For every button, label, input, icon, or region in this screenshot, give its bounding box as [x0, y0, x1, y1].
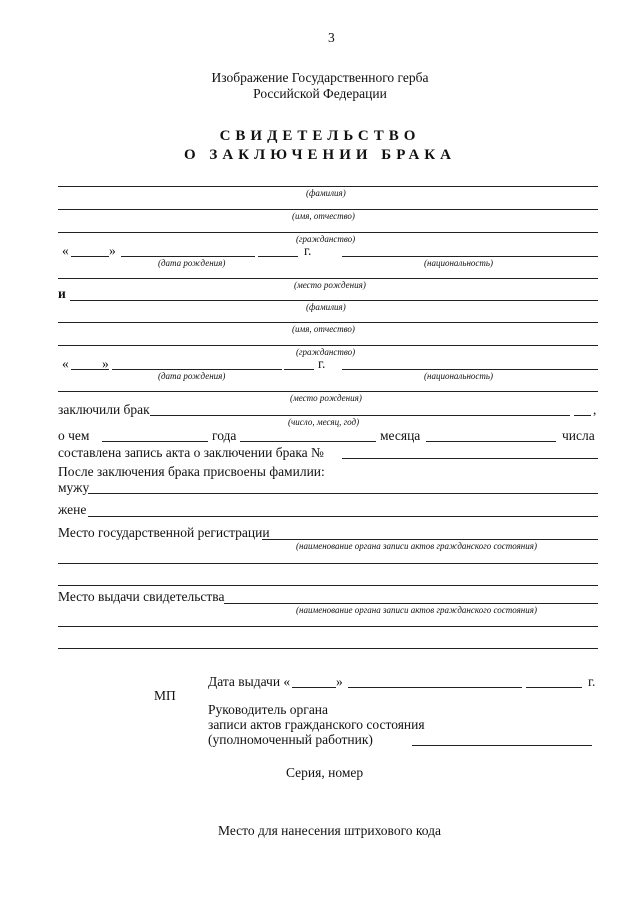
- record-day-line: [426, 441, 556, 442]
- citizenship-line-1: [58, 232, 598, 233]
- head-title-line2: записи актов гражданского состояния: [208, 717, 425, 732]
- birth-quote-open-1: «: [62, 243, 69, 258]
- citizenship-caption-2: (гражданство): [296, 347, 356, 357]
- registration-place-line: [262, 539, 598, 540]
- record-number-line: [342, 458, 598, 459]
- registration-place-line-2: [58, 563, 598, 564]
- birth-quote-open-2: «: [62, 356, 69, 371]
- series-number-label: Серия, номер: [286, 765, 364, 780]
- name-caption-1: (имя, отчество): [292, 211, 355, 221]
- issue-date-label: Дата выдачи «: [208, 674, 291, 689]
- emblem-placeholder-line2: Российской Федерации: [253, 86, 387, 101]
- birth-date-caption-1: (дата рождения): [158, 258, 226, 268]
- year-label: года: [212, 428, 237, 443]
- registration-office-caption: (наименование органа записи актов гражданского состояния): [296, 541, 537, 551]
- day-label: числа: [562, 428, 595, 443]
- registration-place-line-3: [58, 585, 598, 586]
- issue-day-line: [292, 687, 336, 688]
- marriage-date-line-end: [574, 415, 591, 416]
- record-made-label: составлена запись акта о заключении брака №: [58, 445, 324, 460]
- issue-year-abbr: г.: [588, 674, 596, 689]
- marriage-date-line: [150, 415, 570, 416]
- birth-month-line-1: [121, 256, 255, 257]
- issue-office-caption: (наименование органа записи актов гражданского состояния): [296, 605, 537, 615]
- issue-place-line-3: [58, 648, 598, 649]
- husband-surname-line: [88, 493, 598, 494]
- barcode-place-label: Место для нанесения штрихового кода: [218, 823, 442, 838]
- stamp-place: МП: [154, 688, 176, 703]
- issue-month-line: [348, 687, 522, 688]
- signature-line: [412, 745, 592, 746]
- husband-label: мужу: [58, 480, 90, 495]
- issue-year-line: [526, 687, 582, 688]
- birth-quote-close-2: »: [102, 356, 109, 371]
- name-caption-2: (имя, отчество): [292, 324, 355, 334]
- birth-date-caption-2: (дата рождения): [158, 371, 226, 381]
- birth-place-caption-2: (место рождения): [290, 393, 362, 403]
- marriage-date-caption: (число, месяц, год): [288, 417, 360, 427]
- month-label: месяца: [380, 428, 421, 443]
- birth-day-line-1: [71, 256, 109, 257]
- about-which-label: о чем: [58, 428, 90, 443]
- record-month-line: [240, 441, 376, 442]
- issue-quote-close: »: [336, 674, 343, 689]
- birth-quote-close-1: »: [109, 243, 116, 258]
- emblem-placeholder-line1: Изображение Государственного герба: [211, 70, 429, 85]
- birth-month-line-2: [112, 369, 282, 370]
- nationality-line-2: [342, 369, 598, 370]
- surnames-assigned-label: После заключения брака присвоены фамилии:: [58, 464, 325, 479]
- conjunction-and: и: [58, 286, 66, 301]
- record-year-line: [102, 441, 208, 442]
- head-title-line3: (уполномоченный работник): [208, 732, 373, 747]
- surname-caption-1: (фамилия): [306, 188, 346, 198]
- married-label: заключили брак: [58, 402, 150, 417]
- head-title-line1: Руководитель органа: [208, 702, 329, 717]
- page-number: 3: [328, 30, 335, 45]
- marriage-comma: ,: [593, 402, 597, 417]
- registration-place-label: Место государственной регистрации: [58, 525, 270, 540]
- wife-surname-line: [88, 516, 598, 517]
- birth-year-line-2: [284, 369, 314, 370]
- name-line-2: [58, 322, 598, 323]
- citizenship-line-2: [58, 345, 598, 346]
- surname-caption-2: (фамилия): [306, 302, 346, 312]
- nationality-caption-2: (национальность): [424, 371, 493, 381]
- wife-label: жене: [58, 502, 87, 517]
- birth-place-caption-1: (место рождения): [294, 280, 366, 290]
- citizenship-caption-1: (гражданство): [296, 234, 356, 244]
- issue-place-label: Место выдачи свидетельства: [58, 589, 225, 604]
- birth-place-line-1: [58, 278, 598, 279]
- year-abbr-1: г.: [304, 243, 312, 258]
- surname-line-2: [70, 300, 598, 301]
- name-line-1: [58, 209, 598, 210]
- document-title-line1: СВИДЕТЕЛЬСТВО: [219, 128, 421, 144]
- year-abbr-2: г.: [318, 356, 326, 371]
- nationality-caption-1: (национальность): [424, 258, 493, 268]
- nationality-line-1: [342, 256, 598, 257]
- issue-place-line-2: [58, 626, 598, 627]
- surname-line-1: [58, 186, 598, 187]
- birth-year-line-1: [258, 256, 298, 257]
- document-title-line2: О ЗАКЛЮЧЕНИИ БРАКА: [183, 147, 456, 163]
- issue-place-line: [224, 603, 598, 604]
- birth-place-line-2: [58, 391, 598, 392]
